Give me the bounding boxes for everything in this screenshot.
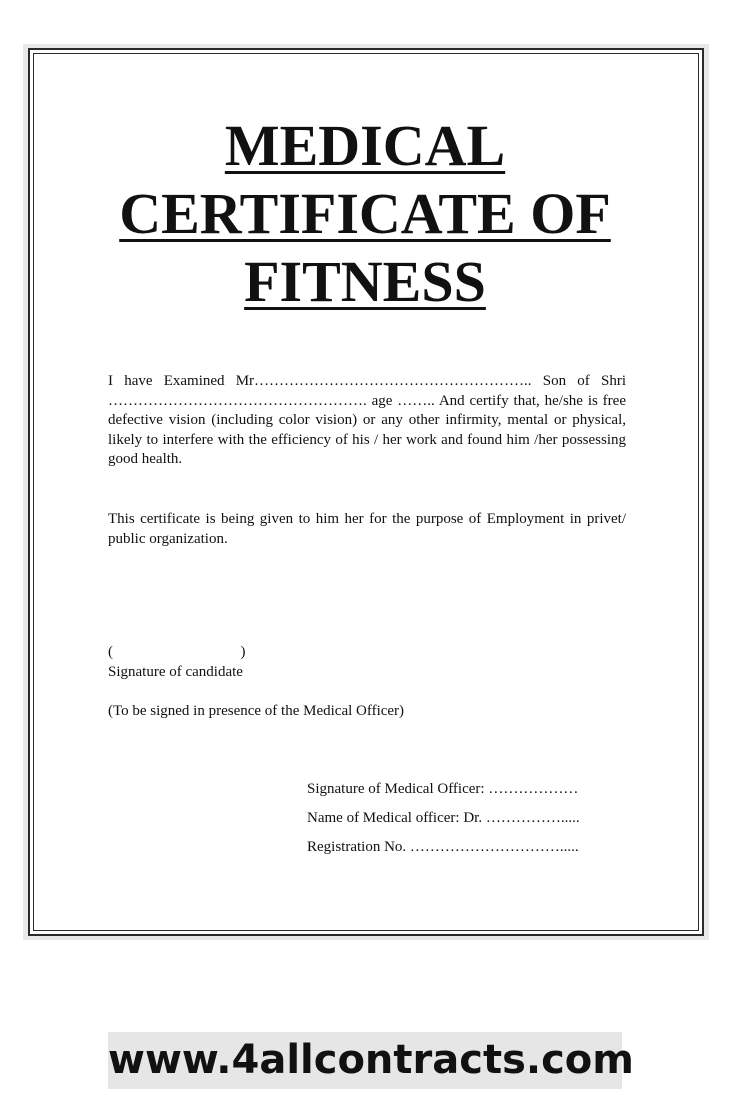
candidate-signature-label: Signature of candidate: [108, 664, 243, 680]
title-line-3: FITNESS: [244, 249, 486, 314]
candidate-signature-brackets: ( ): [108, 644, 246, 660]
registration-number: Registration No. ………………………….....: [307, 839, 579, 855]
medical-officer-signature: Signature of Medical Officer: ………………: [307, 781, 579, 797]
purpose-paragraph: This certificate is being given to him her for the purpose of Employment in privet/ public organization.: [108, 511, 626, 547]
title-line-2: CERTIFICATE OF: [119, 181, 611, 246]
medical-officer-name: Name of Medical officer: Dr. …………….....: [307, 810, 580, 826]
certificate-page: [28, 48, 704, 936]
title-line-1: MEDICAL: [224, 113, 506, 178]
certificate-title: [110, 112, 620, 316]
website-banner: www.4allcontracts.com: [108, 1032, 622, 1089]
examination-paragraph: I have Examined Mr……………………………………………….. Son of Shri ……………………………………………. age …….. And certify that, he/she is free defective vision (including color vision) or any other infirmity, mental or physical, likely to interfere with the efficiency of his / her work and found him /her possessing good health.: [108, 373, 626, 467]
presence-note: (To be signed in presence of the Medical Officer): [108, 703, 405, 719]
